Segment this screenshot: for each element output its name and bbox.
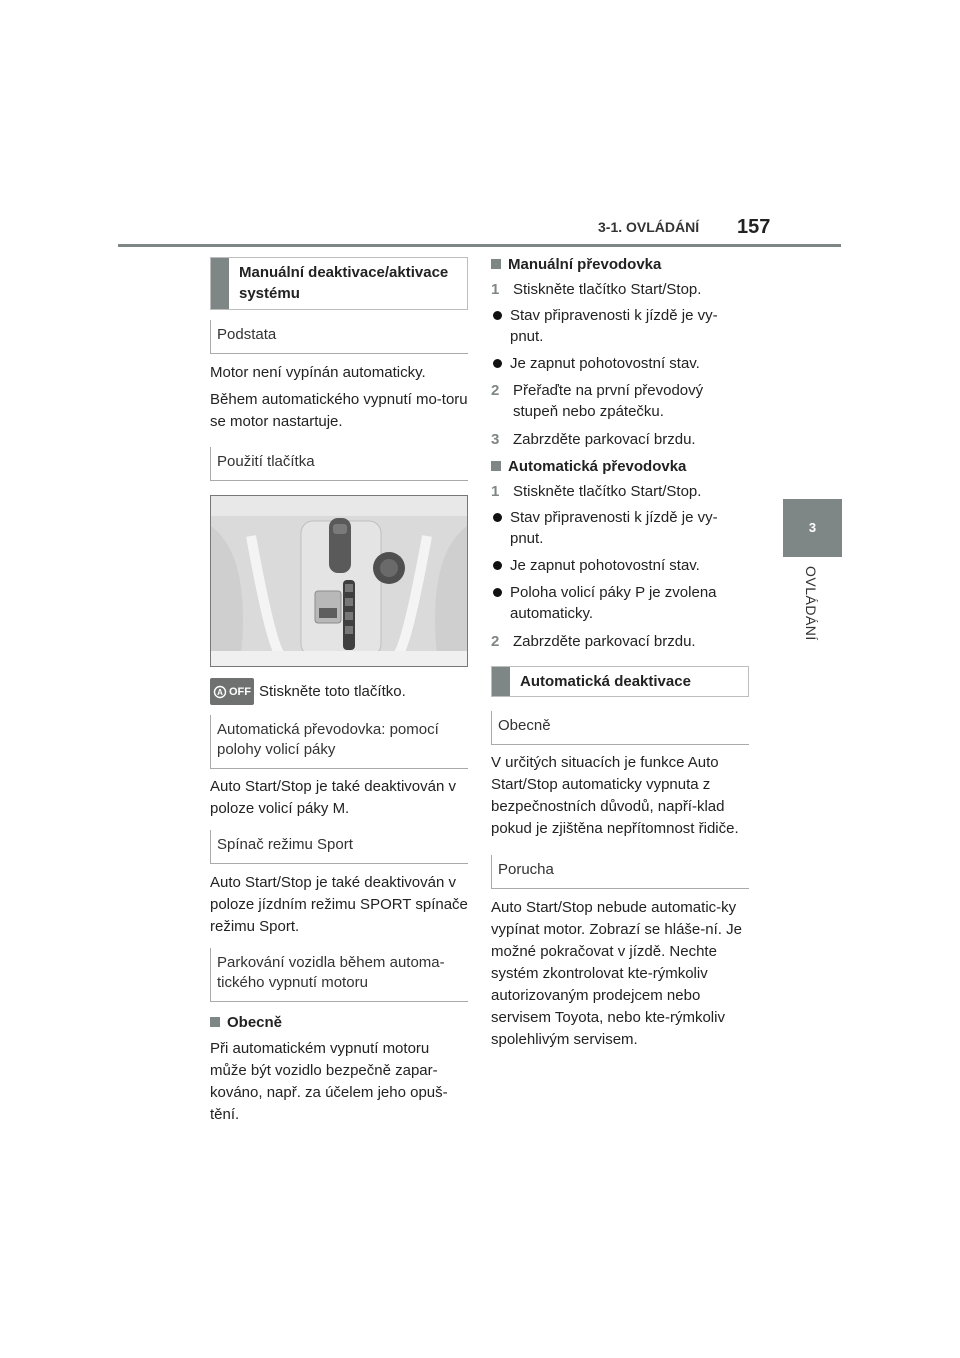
- subheading-sport: Spínač režimu Sport: [210, 830, 468, 864]
- step-item: [491, 279, 749, 300]
- subheading-obecne: Obecně: [491, 711, 749, 745]
- bullet-dot: [493, 359, 502, 368]
- subheading-porucha: Porucha: [491, 855, 749, 889]
- chapter-label: OVLÁDÁNÍ: [803, 566, 819, 641]
- heading-obecne: [210, 1012, 468, 1034]
- paragraph: Při automatickém vypnutí motoru může být vozidlo bezpečně zapar-kováno, např. za účelem jeho opuš-tění.: [210, 1040, 448, 1123]
- step-number: 2: [491, 382, 500, 399]
- step-text: Zabrzděte parkovací brzdu.: [513, 633, 696, 650]
- square-marker: [210, 1017, 220, 1027]
- press-instruction: Stiskněte toto tlačítko.: [259, 682, 406, 700]
- paragraph: Auto Start/Stop je také deaktivován v poloze jízdním režimu SPORT spínače režimu Sport.: [210, 874, 468, 935]
- heading-text: Obecně: [227, 1014, 283, 1031]
- bullet-item: [491, 305, 749, 347]
- bullet-item: [491, 353, 749, 374]
- square-marker: [491, 461, 501, 471]
- svg-text:A: A: [217, 687, 223, 697]
- bullet-item: [491, 555, 749, 576]
- center-console-illustration: [211, 496, 467, 666]
- bullet-item: [491, 507, 749, 549]
- bullet-dot: [493, 513, 502, 522]
- subheading-aut-prevodovka: Automatická převodovka: pomocí polohy volicí páky: [210, 715, 468, 769]
- step-text: Přeřaďte na první převodový stupeň nebo zpátečku.: [513, 382, 704, 420]
- bullet-dot: [493, 588, 502, 597]
- right-column: [491, 254, 749, 1051]
- step-item: [491, 481, 749, 502]
- subheading-pouziti: Použití tlačítka: [210, 447, 468, 481]
- bullet-text: Stav připravenosti k jízdě je vy-pnut.: [510, 307, 718, 345]
- subheading-parkovani: Parkování vozidla během automa-tického vypnutí motoru: [210, 948, 468, 1002]
- paragraph: Během automatického vypnutí mo-toru se motor nastartuje.: [210, 391, 468, 430]
- step-number: 1: [491, 483, 500, 500]
- step-number: 1: [491, 281, 500, 298]
- section-box-manual-deactivation: [210, 257, 468, 310]
- section-title: Automatická deaktivace: [520, 673, 691, 690]
- bullet-dot: [493, 561, 502, 570]
- square-marker: [491, 259, 501, 269]
- step-text: Stiskněte tlačítko Start/Stop.: [513, 281, 702, 298]
- bullet-text: Je zapnut pohotovostní stav.: [510, 355, 700, 372]
- step-text: Stiskněte tlačítko Start/Stop.: [513, 483, 702, 500]
- section-box-auto-deactivation: [491, 666, 749, 697]
- bullet-dot: [493, 311, 502, 320]
- section-title: Manuální deaktivace/aktivace systému: [239, 264, 449, 302]
- step-number: 3: [491, 431, 500, 448]
- step-item: [491, 429, 749, 450]
- bullet-text: Poloha volicí páky P je zvolena automaticky.: [510, 584, 717, 622]
- page-number: 157: [737, 216, 771, 238]
- center-console-figure: [210, 495, 468, 667]
- bullet-item: [491, 582, 749, 624]
- left-column: [210, 257, 468, 1126]
- paragraph: Motor není vypínán automaticky.: [210, 364, 426, 381]
- off-label: OFF: [229, 685, 251, 698]
- paragraph: Auto Start/Stop je také deaktivován v poloze volicí páky M.: [210, 778, 456, 817]
- auto-start-stop-off-button: [210, 678, 254, 705]
- heading-text: Automatická převodovka: [508, 458, 687, 475]
- header-rule: [118, 244, 841, 247]
- paragraph: Auto Start/Stop nebude automatic-ky vypínat motor. Zobrazí se hláše-ní. Je možné pokračovat v jízdě. Nechte systém zkontrolovat kte-rýmkoliv autorizovaným prodejcem nebo servisem Toyota, nebo kte-rýmkoliv spolehlivým servisem.: [491, 899, 742, 1048]
- paragraph: V určitých situacích je funkce Auto Start/Stop automaticky vypnuta z bezpečnostních důvodů, napří-klad pokud je zjištěna nepřítomnost řidiče.: [491, 754, 739, 837]
- heading-automatic-transmission: [491, 456, 749, 478]
- step-text: Zabrzděte parkovací brzdu.: [513, 431, 696, 448]
- bullet-text: Stav připravenosti k jízdě je vy-pnut.: [510, 509, 718, 547]
- chapter-tab: 3: [783, 499, 842, 557]
- heading-manual-transmission: [491, 254, 749, 276]
- subheading-podstata: Podstata: [210, 320, 468, 354]
- step-item: [491, 380, 749, 422]
- step-item: [491, 631, 749, 652]
- running-header-section: 3-1. OVLÁDÁNÍ: [598, 219, 700, 235]
- auto-start-stop-icon: [213, 685, 227, 699]
- step-number: 2: [491, 633, 500, 650]
- bullet-text: Je zapnut pohotovostní stav.: [510, 557, 700, 574]
- heading-text: Manuální převodovka: [508, 256, 662, 273]
